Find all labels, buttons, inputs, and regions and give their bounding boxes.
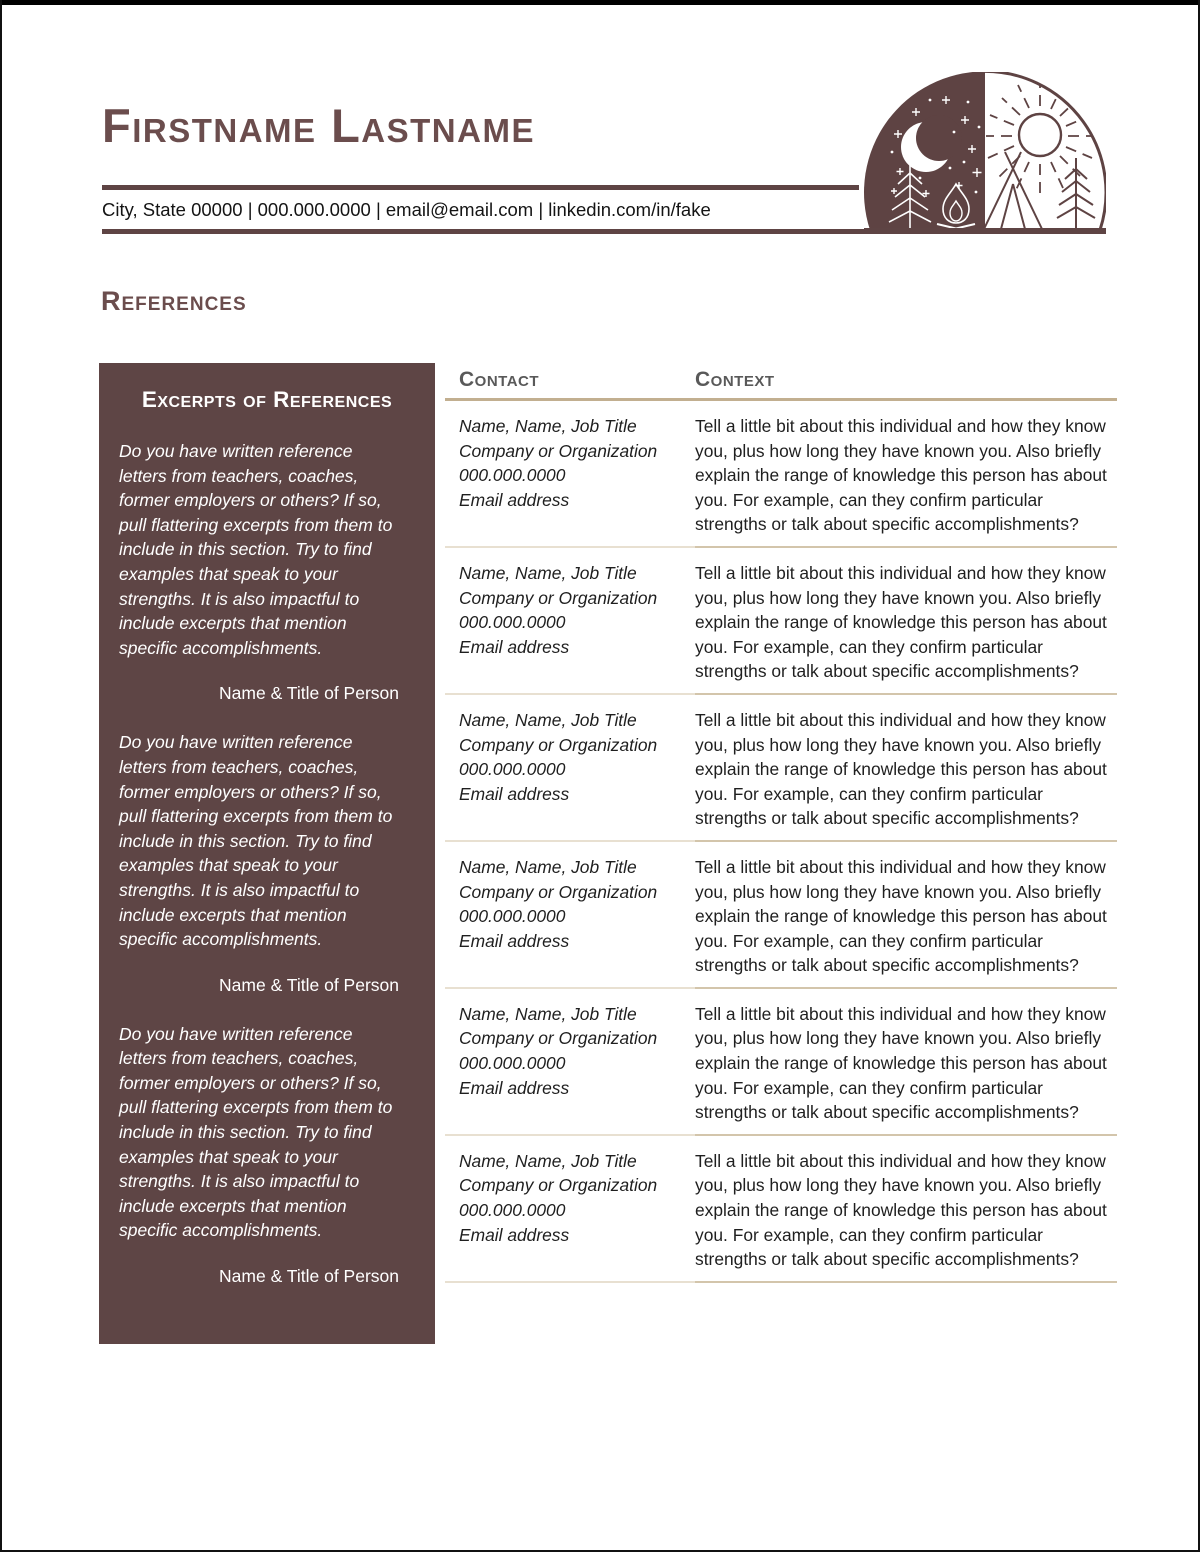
contact-company-line: Company or Organization [459,1028,658,1049]
contact-phone-line: 000.000.0000 [459,906,566,927]
contact-cell [445,1136,695,1283]
table-header-row [445,368,1117,401]
table-row [445,989,1117,1136]
contact-cell [445,695,695,842]
excerpt-block [99,439,435,704]
top-border-bar [2,0,1200,5]
table-row [445,1136,1117,1283]
contact-company-line: Company or Organization [459,734,658,755]
contact-email-line: Email address [459,783,570,804]
context-cell: Tell a little bit about this individual and how they know you, plus how long they have known you. Also briefly explain the range of knowledge this person has about you. For example, can they confirm particular strengths or talk about specific accomplishments? [695,1136,1117,1283]
contact-name-line: Name, Name, Job Title [459,416,637,436]
contact-email-line: Email address [459,1224,570,1245]
excerpt-attribution: Name & Title of Person [219,1266,399,1287]
table-row [445,401,1117,548]
contact-name-line: Name, Name, Job Title [459,1150,637,1171]
header-rule-top [102,185,859,190]
contact-email-line: Email address [459,636,570,657]
logo-ground-line [864,228,1106,233]
contact-name-line: Name, Name, Job Title [459,856,637,877]
table-row [445,548,1117,695]
contact-company-line: Company or Organization [459,587,658,608]
excerpt-attribution: Name & Title of Person [219,683,399,704]
contact-cell [445,548,695,695]
context-cell: Tell a little bit about this individual and how they know you, plus how long they have known you. Also briefly explain the range of knowledge this person has about you. For example, can they confirm particular strengths or talk about specific accomplishments? [695,989,1117,1136]
context-cell: Tell a little bit about this individual and how they know you, plus how long they have known you. Also briefly explain the range of knowledge this person has about you. For example, can they confirm particular strengths or talk about specific accomplishments? [695,842,1117,989]
excerpts-sidebar [99,363,435,1344]
table-row [445,695,1117,842]
contact-cell [445,842,695,989]
contact-email-line: Email address [459,930,570,951]
excerpt-block [99,730,435,995]
contact-email-line: Email address [459,489,570,510]
context-cell: Tell a little bit about this individual and how they know you, plus how long they have known you. Also briefly explain the range of knowledge this person has about you. For example, can they confirm particular strengths or talk about specific accomplishments? [695,401,1117,548]
sidebar-title: Excerpts of References [141,387,393,412]
excerpt-text: Do you have written reference letters from teachers, coaches, former employers or others? If so, pull flattering excerpts from them to include in this section. Try to find examples that speak to your strengths. It is also impactful to include excerpts that mention specific accomplishments. [119,732,393,950]
contact-info-line: City, State 00000 | 000.000.0000 | email@email.com | linkedin.com/in/fake [102,199,711,220]
contact-phone-line: 000.000.0000 [459,759,566,780]
contact-cell [445,989,695,1136]
section-title-references: References [101,286,247,316]
contact-company-line: Company or Organization [459,881,658,902]
column-header-context: Context [695,368,1117,401]
contact-name-line: Name, Name, Job Title [459,1003,637,1024]
context-cell: Tell a little bit about this individual and how they know you, plus how long they have known you. Also briefly explain the range of knowledge this person has about you. For example, can they confirm particular strengths or talk about specific accomplishments? [695,548,1117,695]
excerpt-text: Do you have written reference letters from teachers, coaches, former employers or others? If so, pull flattering excerpts from them to include in this section. Try to find examples that speak to your strengths. It is also impactful to include excerpts that mention specific accomplishments. [119,1023,393,1241]
contact-name-line: Name, Name, Job Title [459,562,637,583]
contact-phone-line: 000.000.0000 [459,1053,566,1074]
contact-phone-line: 000.000.0000 [459,612,566,633]
contact-phone-line: 000.000.0000 [459,465,566,486]
excerpt-text: Do you have written reference letters from teachers, coaches, former employers or others? If so, pull flattering excerpts from them to include in this section. Try to find examples that speak to your strengths. It is also impactful to include excerpts that mention specific accomplishments. [119,441,393,658]
context-cell: Tell a little bit about this individual and how they know you, plus how long they have known you. Also briefly explain the range of knowledge this person has about you. For example, can they confirm particular strengths or talk about specific accomplishments? [695,695,1117,842]
table-row [445,842,1117,989]
page-title: Firstname Lastname [102,99,535,152]
contact-company-line: Company or Organization [459,440,658,461]
column-header-contact: Contact [445,368,695,401]
references-table [445,368,1117,1283]
contact-name-line: Name, Name, Job Title [459,709,637,730]
excerpt-block [99,1022,435,1287]
contact-email-line: Email address [459,1077,570,1098]
day-night-camping-logo [864,72,1106,233]
excerpt-attribution: Name & Title of Person [219,974,399,995]
contact-cell [445,401,695,548]
contact-phone-line: 000.000.0000 [459,1200,566,1221]
contact-company-line: Company or Organization [459,1175,658,1196]
